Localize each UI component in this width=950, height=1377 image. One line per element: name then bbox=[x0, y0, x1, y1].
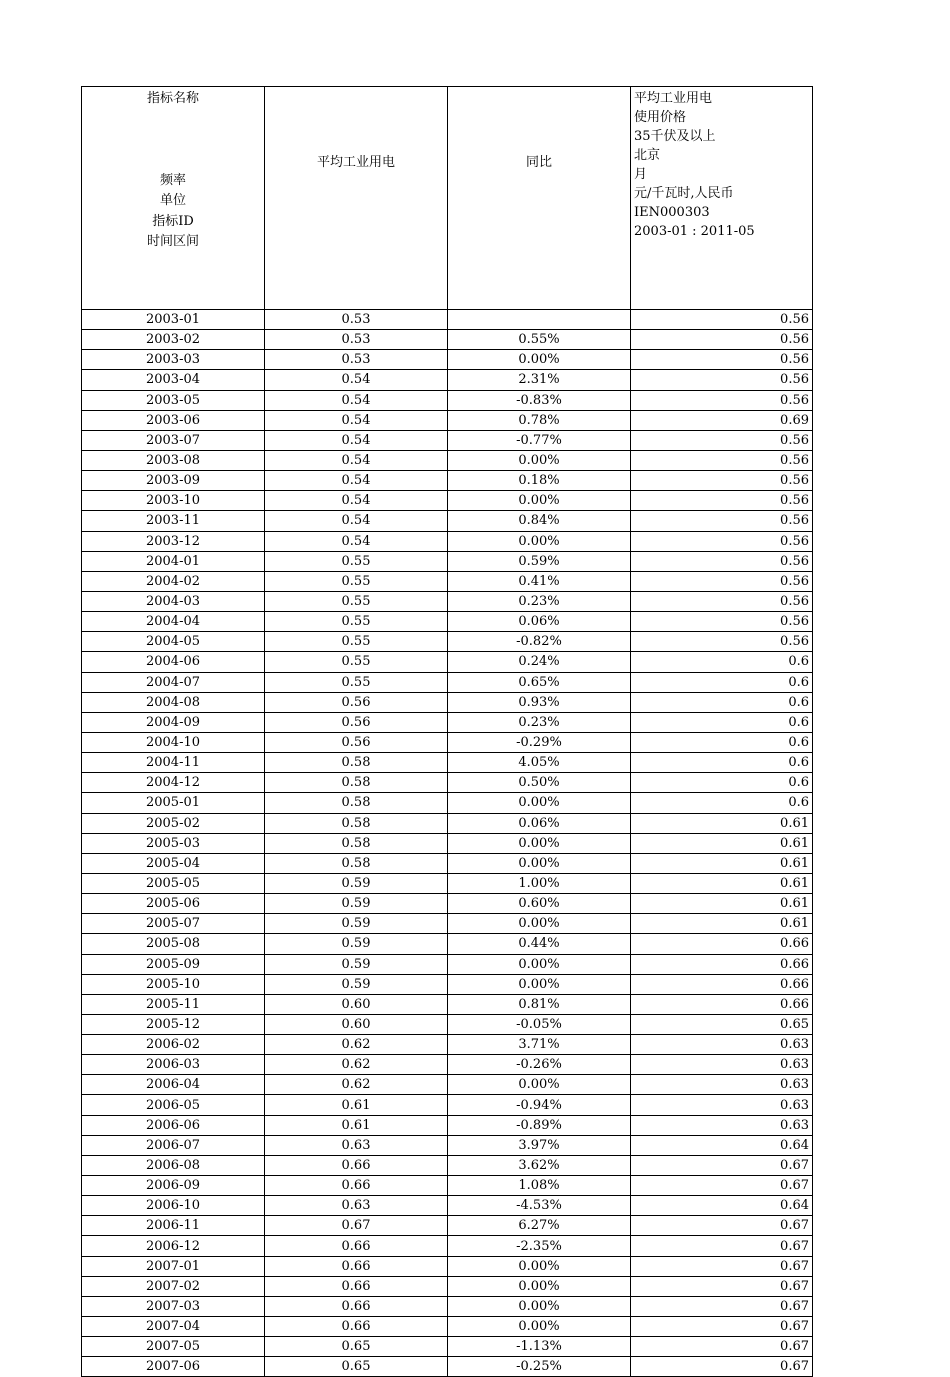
table-row bbox=[82, 954, 813, 974]
table-row bbox=[82, 571, 813, 591]
cell-yoy: 0.00% bbox=[448, 1317, 631, 1337]
cell-yoy: 3.71% bbox=[448, 1035, 631, 1055]
cell-price-35kv: 0.6 bbox=[631, 753, 813, 773]
cell-date: 2003-12 bbox=[82, 531, 265, 551]
table-row bbox=[82, 672, 813, 692]
table-row bbox=[82, 491, 813, 511]
table-row bbox=[82, 894, 813, 914]
table-row bbox=[82, 974, 813, 994]
cell-price-35kv: 0.56 bbox=[631, 612, 813, 632]
cell-yoy: -0.05% bbox=[448, 1014, 631, 1034]
cell-yoy: 0.00% bbox=[448, 1075, 631, 1095]
cell-yoy: 0.65% bbox=[448, 672, 631, 692]
cell-yoy: 1.08% bbox=[448, 1176, 631, 1196]
table-row bbox=[82, 1176, 813, 1196]
cell-price: 0.55 bbox=[265, 612, 448, 632]
cell-yoy: -0.26% bbox=[448, 1055, 631, 1075]
cell-price-35kv: 0.67 bbox=[631, 1337, 813, 1357]
cell-yoy: 6.27% bbox=[448, 1216, 631, 1236]
table-body bbox=[82, 310, 813, 1377]
table-row bbox=[82, 390, 813, 410]
table-row bbox=[82, 632, 813, 652]
cell-price: 0.55 bbox=[265, 632, 448, 652]
cell-price-35kv: 0.6 bbox=[631, 773, 813, 793]
cell-date: 2007-06 bbox=[82, 1357, 265, 1377]
meta-frequency: 月 bbox=[634, 167, 648, 182]
cell-yoy: 0.00% bbox=[448, 853, 631, 873]
cell-date: 2005-05 bbox=[82, 873, 265, 893]
cell-yoy: 0.00% bbox=[448, 1276, 631, 1296]
cell-date: 2004-10 bbox=[82, 732, 265, 752]
cell-yoy: 0.00% bbox=[448, 974, 631, 994]
cell-date: 2006-08 bbox=[82, 1155, 265, 1175]
cell-date: 2003-09 bbox=[82, 471, 265, 491]
cell-price-35kv: 0.67 bbox=[631, 1216, 813, 1236]
table-row bbox=[82, 813, 813, 833]
cell-date: 2003-05 bbox=[82, 390, 265, 410]
table-row bbox=[82, 692, 813, 712]
cell-price-35kv: 0.67 bbox=[631, 1276, 813, 1296]
table-row bbox=[82, 1196, 813, 1216]
cell-yoy: 0.78% bbox=[448, 410, 631, 430]
cell-price: 0.59 bbox=[265, 934, 448, 954]
cell-price: 0.60 bbox=[265, 1014, 448, 1034]
cell-date: 2003-06 bbox=[82, 410, 265, 430]
cell-price-35kv: 0.56 bbox=[631, 571, 813, 591]
cell-date: 2003-01 bbox=[82, 310, 265, 330]
cell-price-35kv: 0.6 bbox=[631, 793, 813, 813]
header-meta-cell bbox=[631, 87, 813, 310]
cell-date: 2006-05 bbox=[82, 1095, 265, 1115]
cell-price: 0.53 bbox=[265, 330, 448, 350]
cell-date: 2007-02 bbox=[82, 1276, 265, 1296]
cell-yoy: -2.35% bbox=[448, 1236, 631, 1256]
cell-price-35kv: 0.6 bbox=[631, 732, 813, 752]
cell-yoy: 0.00% bbox=[448, 531, 631, 551]
cell-yoy bbox=[448, 310, 631, 330]
cell-price-35kv: 0.66 bbox=[631, 954, 813, 974]
cell-price-35kv: 0.61 bbox=[631, 894, 813, 914]
cell-yoy: 0.00% bbox=[448, 914, 631, 934]
cell-date: 2004-12 bbox=[82, 773, 265, 793]
table-row bbox=[82, 471, 813, 491]
cell-yoy: 2.31% bbox=[448, 370, 631, 390]
table-row bbox=[82, 1256, 813, 1276]
cell-date: 2003-03 bbox=[82, 350, 265, 370]
cell-price: 0.59 bbox=[265, 914, 448, 934]
cell-date: 2004-04 bbox=[82, 612, 265, 632]
label-unit: 单位 bbox=[159, 193, 186, 208]
cell-date: 2006-10 bbox=[82, 1196, 265, 1216]
cell-price: 0.62 bbox=[265, 1035, 448, 1055]
cell-price-35kv: 0.61 bbox=[631, 853, 813, 873]
cell-price: 0.55 bbox=[265, 571, 448, 591]
cell-price: 0.59 bbox=[265, 894, 448, 914]
cell-price: 0.66 bbox=[265, 1176, 448, 1196]
table-row bbox=[82, 1357, 813, 1377]
cell-price: 0.54 bbox=[265, 491, 448, 511]
table-row bbox=[82, 994, 813, 1014]
cell-price: 0.54 bbox=[265, 471, 448, 491]
cell-price: 0.65 bbox=[265, 1357, 448, 1377]
cell-yoy: 0.93% bbox=[448, 692, 631, 712]
cell-date: 2004-03 bbox=[82, 591, 265, 611]
cell-price: 0.59 bbox=[265, 873, 448, 893]
cell-price-35kv: 0.56 bbox=[631, 491, 813, 511]
table-row bbox=[82, 1135, 813, 1155]
cell-yoy: 1.00% bbox=[448, 873, 631, 893]
cell-price: 0.56 bbox=[265, 732, 448, 752]
cell-price: 0.54 bbox=[265, 430, 448, 450]
table-row bbox=[82, 732, 813, 752]
cell-price: 0.59 bbox=[265, 974, 448, 994]
cell-price-35kv: 0.6 bbox=[631, 652, 813, 672]
cell-date: 2005-08 bbox=[82, 934, 265, 954]
cell-date: 2003-04 bbox=[82, 370, 265, 390]
cell-price-35kv: 0.56 bbox=[631, 430, 813, 450]
table-row bbox=[82, 410, 813, 430]
cell-date: 2003-02 bbox=[82, 330, 265, 350]
table-row bbox=[82, 370, 813, 390]
cell-date: 2006-12 bbox=[82, 1236, 265, 1256]
cell-price: 0.54 bbox=[265, 390, 448, 410]
cell-yoy: 0.50% bbox=[448, 773, 631, 793]
cell-yoy: 0.00% bbox=[448, 1296, 631, 1316]
cell-yoy: -0.83% bbox=[448, 390, 631, 410]
cell-date: 2004-06 bbox=[82, 652, 265, 672]
cell-yoy: 0.59% bbox=[448, 551, 631, 571]
cell-date: 2006-11 bbox=[82, 1216, 265, 1236]
cell-price: 0.58 bbox=[265, 853, 448, 873]
cell-date: 2004-01 bbox=[82, 551, 265, 571]
cell-price-35kv: 0.6 bbox=[631, 692, 813, 712]
cell-yoy: 3.97% bbox=[448, 1135, 631, 1155]
cell-price: 0.63 bbox=[265, 1196, 448, 1216]
cell-price: 0.58 bbox=[265, 753, 448, 773]
cell-price: 0.54 bbox=[265, 410, 448, 430]
table-row bbox=[82, 1075, 813, 1095]
table-row bbox=[82, 853, 813, 873]
cell-price: 0.56 bbox=[265, 692, 448, 712]
table-row bbox=[82, 1155, 813, 1175]
cell-date: 2006-04 bbox=[82, 1075, 265, 1095]
table-row bbox=[82, 793, 813, 813]
cell-price-35kv: 0.61 bbox=[631, 873, 813, 893]
cell-price: 0.67 bbox=[265, 1216, 448, 1236]
table-row bbox=[82, 1115, 813, 1135]
cell-price: 0.55 bbox=[265, 591, 448, 611]
table-row bbox=[82, 1236, 813, 1256]
cell-price-35kv: 0.56 bbox=[631, 511, 813, 531]
cell-price-35kv: 0.67 bbox=[631, 1256, 813, 1276]
cell-date: 2005-02 bbox=[82, 813, 265, 833]
table-row bbox=[82, 330, 813, 350]
cell-yoy: 0.00% bbox=[448, 350, 631, 370]
cell-price: 0.55 bbox=[265, 652, 448, 672]
cell-price-35kv: 0.67 bbox=[631, 1317, 813, 1337]
header-labels-cell bbox=[82, 87, 265, 310]
cell-price-35kv: 0.64 bbox=[631, 1196, 813, 1216]
label-time-range: 时间区间 bbox=[146, 234, 199, 249]
cell-price-35kv: 0.6 bbox=[631, 672, 813, 692]
cell-price-35kv: 0.63 bbox=[631, 1055, 813, 1075]
cell-price-35kv: 0.61 bbox=[631, 813, 813, 833]
cell-price: 0.66 bbox=[265, 1276, 448, 1296]
table-row bbox=[82, 833, 813, 853]
cell-date: 2005-04 bbox=[82, 853, 265, 873]
cell-yoy: 0.55% bbox=[448, 330, 631, 350]
cell-yoy: 0.84% bbox=[448, 511, 631, 531]
cell-price-35kv: 0.67 bbox=[631, 1176, 813, 1196]
header-row bbox=[82, 87, 813, 310]
table-row bbox=[82, 652, 813, 672]
label-indicator-name: 指标名称 bbox=[146, 91, 199, 106]
cell-price: 0.66 bbox=[265, 1155, 448, 1175]
cell-price-35kv: 0.64 bbox=[631, 1135, 813, 1155]
cell-date: 2005-01 bbox=[82, 793, 265, 813]
cell-date: 2003-08 bbox=[82, 450, 265, 470]
cell-date: 2004-07 bbox=[82, 672, 265, 692]
cell-price-35kv: 0.56 bbox=[631, 551, 813, 571]
cell-yoy: 0.00% bbox=[448, 954, 631, 974]
cell-yoy: -0.77% bbox=[448, 430, 631, 450]
cell-price: 0.58 bbox=[265, 773, 448, 793]
cell-date: 2005-10 bbox=[82, 974, 265, 994]
meta-price-type: 使用价格 bbox=[634, 110, 687, 125]
cell-price: 0.66 bbox=[265, 1296, 448, 1316]
cell-yoy: -0.89% bbox=[448, 1115, 631, 1135]
cell-date: 2004-09 bbox=[82, 712, 265, 732]
cell-date: 2005-12 bbox=[82, 1014, 265, 1034]
cell-price: 0.61 bbox=[265, 1115, 448, 1135]
cell-price-35kv: 0.63 bbox=[631, 1095, 813, 1115]
table-row bbox=[82, 430, 813, 450]
table-row bbox=[82, 450, 813, 470]
cell-price-35kv: 0.56 bbox=[631, 370, 813, 390]
cell-price: 0.58 bbox=[265, 813, 448, 833]
cell-yoy: -1.13% bbox=[448, 1337, 631, 1357]
meta-voltage: 35千伏及以上 bbox=[634, 129, 716, 144]
cell-price-35kv: 0.66 bbox=[631, 994, 813, 1014]
table-row bbox=[82, 1055, 813, 1075]
cell-date: 2005-09 bbox=[82, 954, 265, 974]
table-row bbox=[82, 753, 813, 773]
cell-price: 0.54 bbox=[265, 450, 448, 470]
cell-yoy: 0.06% bbox=[448, 612, 631, 632]
meta-name: 平均工业用电 bbox=[634, 91, 713, 106]
cell-yoy: 0.18% bbox=[448, 471, 631, 491]
cell-price: 0.63 bbox=[265, 1135, 448, 1155]
meta-region: 北京 bbox=[634, 148, 661, 163]
cell-price-35kv: 0.56 bbox=[631, 330, 813, 350]
cell-price: 0.58 bbox=[265, 793, 448, 813]
table-row bbox=[82, 1014, 813, 1034]
cell-price-35kv: 0.56 bbox=[631, 632, 813, 652]
table-row bbox=[82, 934, 813, 954]
cell-date: 2005-11 bbox=[82, 994, 265, 1014]
cell-price: 0.62 bbox=[265, 1055, 448, 1075]
cell-date: 2007-05 bbox=[82, 1337, 265, 1357]
cell-date: 2006-03 bbox=[82, 1055, 265, 1075]
meta-time-range: 2003-01 : 2011-05 bbox=[634, 224, 755, 239]
cell-price: 0.54 bbox=[265, 511, 448, 531]
cell-yoy: 0.81% bbox=[448, 994, 631, 1014]
cell-price: 0.59 bbox=[265, 954, 448, 974]
table-row bbox=[82, 1035, 813, 1055]
cell-price-35kv: 0.66 bbox=[631, 934, 813, 954]
cell-yoy: 0.60% bbox=[448, 894, 631, 914]
cell-price-35kv: 0.67 bbox=[631, 1236, 813, 1256]
cell-price: 0.65 bbox=[265, 1337, 448, 1357]
cell-yoy: 0.00% bbox=[448, 793, 631, 813]
cell-date: 2003-10 bbox=[82, 491, 265, 511]
cell-yoy: 0.44% bbox=[448, 934, 631, 954]
cell-price-35kv: 0.56 bbox=[631, 591, 813, 611]
cell-date: 2007-03 bbox=[82, 1296, 265, 1316]
cell-price: 0.54 bbox=[265, 370, 448, 390]
cell-yoy: 0.00% bbox=[448, 833, 631, 853]
cell-date: 2004-11 bbox=[82, 753, 265, 773]
cell-price: 0.54 bbox=[265, 531, 448, 551]
cell-yoy: 3.62% bbox=[448, 1155, 631, 1175]
cell-price: 0.61 bbox=[265, 1095, 448, 1115]
cell-date: 2003-07 bbox=[82, 430, 265, 450]
cell-date: 2005-03 bbox=[82, 833, 265, 853]
cell-price-35kv: 0.67 bbox=[631, 1155, 813, 1175]
cell-date: 2006-06 bbox=[82, 1115, 265, 1135]
cell-yoy: -0.82% bbox=[448, 632, 631, 652]
table-row bbox=[82, 612, 813, 632]
cell-price: 0.62 bbox=[265, 1075, 448, 1095]
cell-price-35kv: 0.56 bbox=[631, 310, 813, 330]
cell-price-35kv: 0.56 bbox=[631, 450, 813, 470]
cell-yoy: 0.06% bbox=[448, 813, 631, 833]
cell-date: 2006-07 bbox=[82, 1135, 265, 1155]
cell-price-35kv: 0.56 bbox=[631, 390, 813, 410]
cell-price-35kv: 0.56 bbox=[631, 471, 813, 491]
column-title-price: 平均工业用电 bbox=[265, 87, 448, 310]
cell-price-35kv: 0.56 bbox=[631, 531, 813, 551]
label-indicator-id: 指标ID bbox=[152, 213, 194, 229]
cell-yoy: 0.23% bbox=[448, 712, 631, 732]
table-row bbox=[82, 511, 813, 531]
cell-yoy: -0.94% bbox=[448, 1095, 631, 1115]
cell-date: 2004-08 bbox=[82, 692, 265, 712]
cell-price: 0.56 bbox=[265, 712, 448, 732]
table-row bbox=[82, 310, 813, 330]
cell-yoy: 0.00% bbox=[448, 450, 631, 470]
cell-date: 2005-06 bbox=[82, 894, 265, 914]
cell-price-35kv: 0.66 bbox=[631, 974, 813, 994]
table-row bbox=[82, 1095, 813, 1115]
label-frequency: 频率 bbox=[159, 172, 186, 188]
cell-price-35kv: 0.63 bbox=[631, 1075, 813, 1095]
cell-yoy: 0.24% bbox=[448, 652, 631, 672]
table-row bbox=[82, 1216, 813, 1236]
cell-yoy: 0.00% bbox=[448, 491, 631, 511]
cell-yoy: 0.23% bbox=[448, 591, 631, 611]
cell-price: 0.60 bbox=[265, 994, 448, 1014]
cell-price: 0.58 bbox=[265, 833, 448, 853]
cell-date: 2007-01 bbox=[82, 1256, 265, 1276]
meta-id: IEN000303 bbox=[634, 205, 710, 220]
cell-yoy: -0.29% bbox=[448, 732, 631, 752]
cell-price: 0.55 bbox=[265, 551, 448, 571]
cell-price: 0.55 bbox=[265, 672, 448, 692]
cell-price: 0.66 bbox=[265, 1236, 448, 1256]
meta-unit: 元/千瓦时,人民币 bbox=[634, 186, 734, 201]
cell-price-35kv: 0.65 bbox=[631, 1014, 813, 1034]
cell-yoy: 0.00% bbox=[448, 1256, 631, 1276]
table-row bbox=[82, 712, 813, 732]
cell-price: 0.66 bbox=[265, 1317, 448, 1337]
table-row bbox=[82, 1317, 813, 1337]
cell-yoy: 0.41% bbox=[448, 571, 631, 591]
cell-yoy: -4.53% bbox=[448, 1196, 631, 1216]
cell-yoy: 4.05% bbox=[448, 753, 631, 773]
cell-date: 2007-04 bbox=[82, 1317, 265, 1337]
table-row bbox=[82, 1337, 813, 1357]
data-table bbox=[81, 86, 813, 1377]
cell-price-35kv: 0.61 bbox=[631, 914, 813, 934]
table-row bbox=[82, 551, 813, 571]
table-row bbox=[82, 773, 813, 793]
cell-price-35kv: 0.67 bbox=[631, 1296, 813, 1316]
cell-price-35kv: 0.67 bbox=[631, 1357, 813, 1377]
cell-date: 2006-09 bbox=[82, 1176, 265, 1196]
column-title-yoy: 同比 bbox=[448, 87, 631, 310]
cell-yoy: -0.25% bbox=[448, 1357, 631, 1377]
cell-date: 2003-11 bbox=[82, 511, 265, 531]
cell-price-35kv: 0.63 bbox=[631, 1115, 813, 1135]
cell-price: 0.66 bbox=[265, 1256, 448, 1276]
table-row bbox=[82, 1296, 813, 1316]
table-row bbox=[82, 873, 813, 893]
table-row bbox=[82, 1276, 813, 1296]
cell-date: 2006-02 bbox=[82, 1035, 265, 1055]
cell-price-35kv: 0.56 bbox=[631, 350, 813, 370]
table-row bbox=[82, 591, 813, 611]
cell-date: 2005-07 bbox=[82, 914, 265, 934]
cell-price-35kv: 0.61 bbox=[631, 833, 813, 853]
cell-price-35kv: 0.63 bbox=[631, 1035, 813, 1055]
cell-price: 0.53 bbox=[265, 350, 448, 370]
table-row bbox=[82, 914, 813, 934]
table-row bbox=[82, 531, 813, 551]
cell-date: 2004-02 bbox=[82, 571, 265, 591]
cell-date: 2004-05 bbox=[82, 632, 265, 652]
cell-price-35kv: 0.6 bbox=[631, 712, 813, 732]
cell-price-35kv: 0.69 bbox=[631, 410, 813, 430]
cell-price: 0.53 bbox=[265, 310, 448, 330]
table-row bbox=[82, 350, 813, 370]
